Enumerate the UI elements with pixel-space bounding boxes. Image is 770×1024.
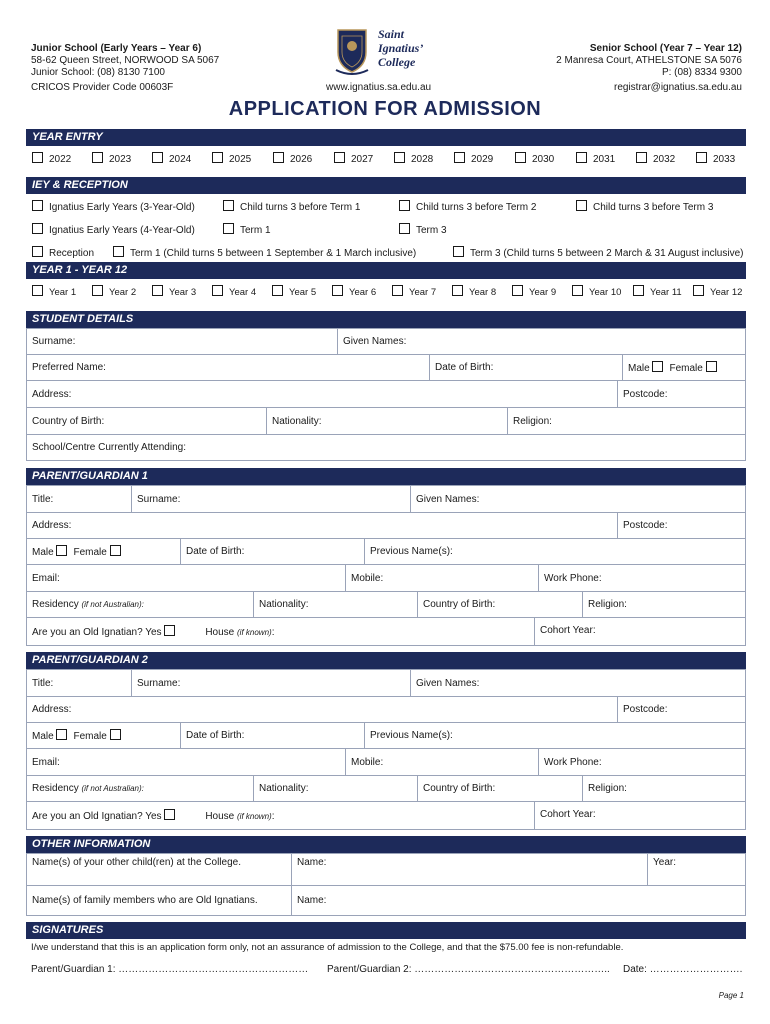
year-level-option[interactable]: Year 2 [92, 285, 136, 298]
parent2-email-field[interactable]: Email: [27, 749, 346, 776]
reception-term1-option[interactable]: Term 1 (Child turns 5 between 1 September & 1 March inclusive) [113, 246, 416, 259]
parent1-previous-names-field[interactable]: Previous Name(s): [365, 539, 746, 565]
checkbox[interactable] [454, 152, 465, 163]
student-row-4 [26, 407, 746, 435]
family-old-ignatians-label: Name(s) of family members who are Old Ignatians. [27, 886, 292, 916]
parent1-surname-field[interactable]: Surname: [132, 486, 411, 513]
checkbox[interactable] [223, 200, 234, 211]
student-given-names-field[interactable]: Given Names: [338, 329, 746, 355]
student-row-3 [26, 380, 746, 408]
checkbox[interactable] [212, 285, 223, 296]
family-name-field[interactable]: Name: [292, 886, 746, 916]
checkbox[interactable] [223, 223, 234, 234]
other-children-name-field[interactable]: Name: [292, 854, 648, 886]
college-logo [332, 26, 442, 78]
website-link[interactable]: www.ignatius.sa.edu.au [326, 82, 432, 93]
year-level-option[interactable]: Year 10 [572, 285, 621, 298]
student-dob-field[interactable]: Date of Birth: [430, 355, 623, 381]
year-level-option[interactable]: Year 3 [152, 285, 196, 298]
year-option[interactable]: 2029 [454, 152, 493, 165]
year-option[interactable]: 2030 [515, 152, 554, 165]
term1-3yo-option[interactable]: Child turns 3 before Term 1 [223, 200, 360, 213]
junior-school-phone: Junior School: (08) 8130 7100 [31, 67, 165, 78]
year-option[interactable]: 2033 [696, 152, 735, 165]
parent1-mobile-field[interactable]: Mobile: [346, 565, 539, 592]
parent2-postcode-field[interactable]: Postcode: [618, 697, 746, 723]
checkbox[interactable] [32, 152, 43, 163]
checkbox[interactable] [453, 246, 464, 257]
parent2-previous-names-field[interactable]: Previous Name(s): [365, 723, 746, 749]
checkbox[interactable] [515, 152, 526, 163]
male-checkbox[interactable] [56, 729, 67, 740]
checkbox[interactable] [334, 152, 345, 163]
yes-checkbox[interactable] [164, 625, 175, 636]
cricos-code: CRICOS Provider Code 00603F [31, 82, 174, 93]
male-checkbox[interactable] [652, 361, 663, 372]
checkbox[interactable] [452, 285, 463, 296]
parent2-work-phone-field[interactable]: Work Phone: [539, 749, 746, 776]
term1-4yo-option[interactable]: Term 1 [223, 223, 271, 236]
senior-school-address: 2 Manresa Court, ATHELSTONE SA 5076 [556, 55, 742, 66]
checkbox[interactable] [576, 152, 587, 163]
checkbox[interactable] [212, 152, 223, 163]
term3-4yo-option[interactable]: Term 3 [399, 223, 447, 236]
signatures-heading: SIGNATURES [26, 922, 746, 939]
parent1-email-field[interactable]: Email: [27, 565, 346, 592]
parent1-row-6 [26, 617, 746, 646]
parent2-cohort-field[interactable]: Cohort Year: [535, 802, 746, 830]
year-level-option[interactable]: Year 7 [392, 285, 436, 298]
checkbox[interactable] [636, 152, 647, 163]
female-checkbox[interactable] [706, 361, 717, 372]
student-surname-field[interactable]: Surname: [27, 329, 338, 355]
iey-4yo-option[interactable]: Ignatius Early Years (4-Year-Old) [32, 223, 195, 236]
parent2-old-ignatian-field[interactable]: Are you an Old Ignatian? Yes House (if known): [27, 802, 535, 830]
year-level-option[interactable]: Year 4 [212, 285, 256, 298]
checkbox[interactable] [32, 246, 43, 257]
checkbox[interactable] [633, 285, 644, 296]
parent1-given-names-field[interactable]: Given Names: [411, 486, 746, 513]
registrar-email[interactable]: registrar@ignatius.sa.edu.au [614, 82, 742, 93]
page-number: Page 1 [718, 991, 744, 1000]
parent1-country-field[interactable]: Country of Birth: [418, 592, 583, 618]
parent2-title-field[interactable]: Title: [27, 670, 132, 697]
year-level-option[interactable]: Year 12 [693, 285, 742, 298]
year-level-option[interactable]: Year 1 [32, 285, 76, 298]
year-level-option[interactable]: Year 8 [452, 285, 496, 298]
parent2-signature-line[interactable]: Parent/Guardian 2: ………………………………………………….. [327, 964, 610, 975]
parent2-heading: PARENT/GUARDIAN 2 [26, 652, 746, 669]
student-nationality-field[interactable]: Nationality: [267, 408, 508, 435]
year-option[interactable]: 2026 [273, 152, 312, 165]
junior-school-title: Junior School (Early Years – Year 6) [31, 43, 202, 54]
term3-3yo-option[interactable]: Child turns 3 before Term 3 [576, 200, 713, 213]
parent1-religion-field[interactable]: Religion: [583, 592, 746, 618]
date-line[interactable]: Date: ………………………. [623, 964, 743, 975]
logo-text-3: College [378, 55, 416, 69]
senior-school-title: Senior School (Year 7 – Year 12) [589, 43, 742, 54]
parent1-house-label: House (if known): [205, 627, 275, 638]
senior-school-info [556, 43, 742, 79]
year-level-option[interactable]: Year 6 [332, 285, 376, 298]
checkbox[interactable] [392, 285, 403, 296]
parent1-gender-field[interactable]: Male Female [27, 539, 181, 565]
parent2-row-2 [26, 696, 746, 723]
student-school-field[interactable]: School/Centre Currently Attending: [27, 435, 746, 461]
signature-statement: I/we understand that this is an application form only, not an assurance of admission to the College, and that the $75.00 fee is non-refundable. [31, 942, 624, 953]
checkbox[interactable] [32, 223, 43, 234]
parent2-dob-field[interactable]: Date of Birth: [181, 723, 365, 749]
female-checkbox[interactable] [110, 729, 121, 740]
checkbox[interactable] [512, 285, 523, 296]
student-row-5 [26, 434, 746, 461]
parent1-work-phone-field[interactable]: Work Phone: [539, 565, 746, 592]
parent1-row-4 [26, 564, 746, 592]
student-religion-field[interactable]: Religion: [508, 408, 746, 435]
parent2-surname-field[interactable]: Surname: [132, 670, 411, 697]
checkbox[interactable] [576, 200, 587, 211]
checkbox[interactable] [32, 200, 43, 211]
parent1-row-1 [26, 485, 746, 513]
year-option[interactable]: 2025 [212, 152, 251, 165]
student-postcode-field[interactable]: Postcode: [618, 381, 746, 408]
parent1-cohort-field[interactable]: Cohort Year: [535, 618, 746, 646]
year1-12-heading: YEAR 1 - YEAR 12 [26, 262, 746, 279]
year-option[interactable]: 2022 [32, 152, 71, 165]
parent2-house-label: House (if known): [205, 811, 275, 822]
parent1-row-2 [26, 512, 746, 539]
checkbox[interactable] [693, 285, 704, 296]
parent1-old-ignatian-field[interactable]: Are you an Old Ignatian? Yes House (if known): [27, 618, 535, 646]
male-checkbox[interactable] [56, 545, 67, 556]
year-option[interactable]: 2027 [334, 152, 373, 165]
checkbox[interactable] [273, 152, 284, 163]
checkbox[interactable] [572, 285, 583, 296]
logo-text-1: Saint [378, 27, 405, 41]
parent1-residency-field[interactable]: Residency (if not Australian): [27, 592, 254, 618]
year-level-option[interactable]: Year 5 [272, 285, 316, 298]
female-checkbox[interactable] [110, 545, 121, 556]
parent2-row-3 [26, 722, 746, 749]
student-preferred-name-field[interactable]: Preferred Name: [27, 355, 430, 381]
checkbox[interactable] [152, 152, 163, 163]
other-info-heading: OTHER INFORMATION [26, 836, 746, 853]
checkbox[interactable] [32, 285, 43, 296]
parent2-gender-field[interactable]: Male Female [27, 723, 181, 749]
checkbox[interactable] [696, 152, 707, 163]
parent1-heading: PARENT/GUARDIAN 1 [26, 468, 746, 485]
parent2-mobile-field[interactable]: Mobile: [346, 749, 539, 776]
year-option[interactable]: 2024 [152, 152, 191, 165]
year-option[interactable]: 2031 [576, 152, 615, 165]
student-row-2 [26, 354, 746, 381]
iey-3yo-option[interactable]: Ignatius Early Years (3-Year-Old) [32, 200, 195, 213]
checkbox[interactable] [332, 285, 343, 296]
year-option[interactable]: 2023 [92, 152, 131, 165]
checkbox[interactable] [92, 285, 103, 296]
parent1-nationality-field[interactable]: Nationality: [254, 592, 418, 618]
yes-checkbox[interactable] [164, 809, 175, 820]
logo-text-2: Ignatius’ [378, 41, 424, 55]
year-option[interactable]: 2028 [394, 152, 433, 165]
senior-school-phone: P: (08) 8334 9300 [661, 67, 742, 78]
student-details-heading: STUDENT DETAILS [26, 311, 746, 328]
checkbox[interactable] [113, 246, 124, 257]
parent1-row-3 [26, 538, 746, 565]
year-level-option[interactable]: Year 11 [633, 285, 682, 298]
year-option[interactable]: 2032 [636, 152, 675, 165]
parent2-row-4 [26, 748, 746, 776]
checkbox[interactable] [152, 285, 163, 296]
parent1-signature-line[interactable]: Parent/Guardian 1: ………………………………………………… [31, 964, 309, 975]
parent2-row-1 [26, 669, 746, 697]
year-level-option[interactable]: Year 9 [512, 285, 556, 298]
parent2-given-names-field[interactable]: Given Names: [411, 670, 746, 697]
student-country-field[interactable]: Country of Birth: [27, 408, 267, 435]
other-info-table [26, 853, 746, 916]
parent2-row-5 [26, 775, 746, 802]
parent2-row-6 [26, 801, 746, 830]
parent1-dob-field[interactable]: Date of Birth: [181, 539, 365, 565]
year-entry-heading: YEAR ENTRY [26, 129, 746, 146]
other-children-year-field[interactable]: Year: [648, 854, 746, 886]
parent1-address-field[interactable]: Address: [27, 513, 618, 539]
checkbox[interactable] [399, 223, 410, 234]
junior-school-address: 58-62 Queen Street, NORWOOD SA 5067 [31, 55, 220, 66]
parent1-postcode-field[interactable]: Postcode: [618, 513, 746, 539]
reception-term3-option[interactable]: Term 3 (Child turns 5 between 2 March & 31 August inclusive) [453, 246, 743, 259]
parent2-residency-field[interactable]: Residency (if not Australian): [27, 776, 254, 802]
parent2-address-field[interactable]: Address: [27, 697, 618, 723]
parent1-row-5 [26, 591, 746, 618]
checkbox[interactable] [272, 285, 283, 296]
student-details-table [26, 328, 746, 355]
checkbox[interactable] [92, 152, 103, 163]
checkbox[interactable] [394, 152, 405, 163]
student-address-field[interactable]: Address: [27, 381, 618, 408]
reception-option[interactable]: Reception [32, 246, 94, 259]
parent2-religion-field[interactable]: Religion: [583, 776, 746, 802]
junior-school-info [31, 43, 219, 79]
parent2-country-field[interactable]: Country of Birth: [418, 776, 583, 802]
student-gender-field[interactable]: Male Female [623, 355, 746, 381]
iey-heading: IEY & RECEPTION [26, 177, 746, 194]
term2-3yo-option[interactable]: Child turns 3 before Term 2 [399, 200, 536, 213]
parent2-nationality-field[interactable]: Nationality: [254, 776, 418, 802]
form-title: APPLICATION FOR ADMISSION [228, 98, 542, 120]
checkbox[interactable] [399, 200, 410, 211]
other-children-label: Name(s) of your other child(ren) at the College. [27, 854, 292, 886]
parent1-title-field[interactable]: Title: [27, 486, 132, 513]
